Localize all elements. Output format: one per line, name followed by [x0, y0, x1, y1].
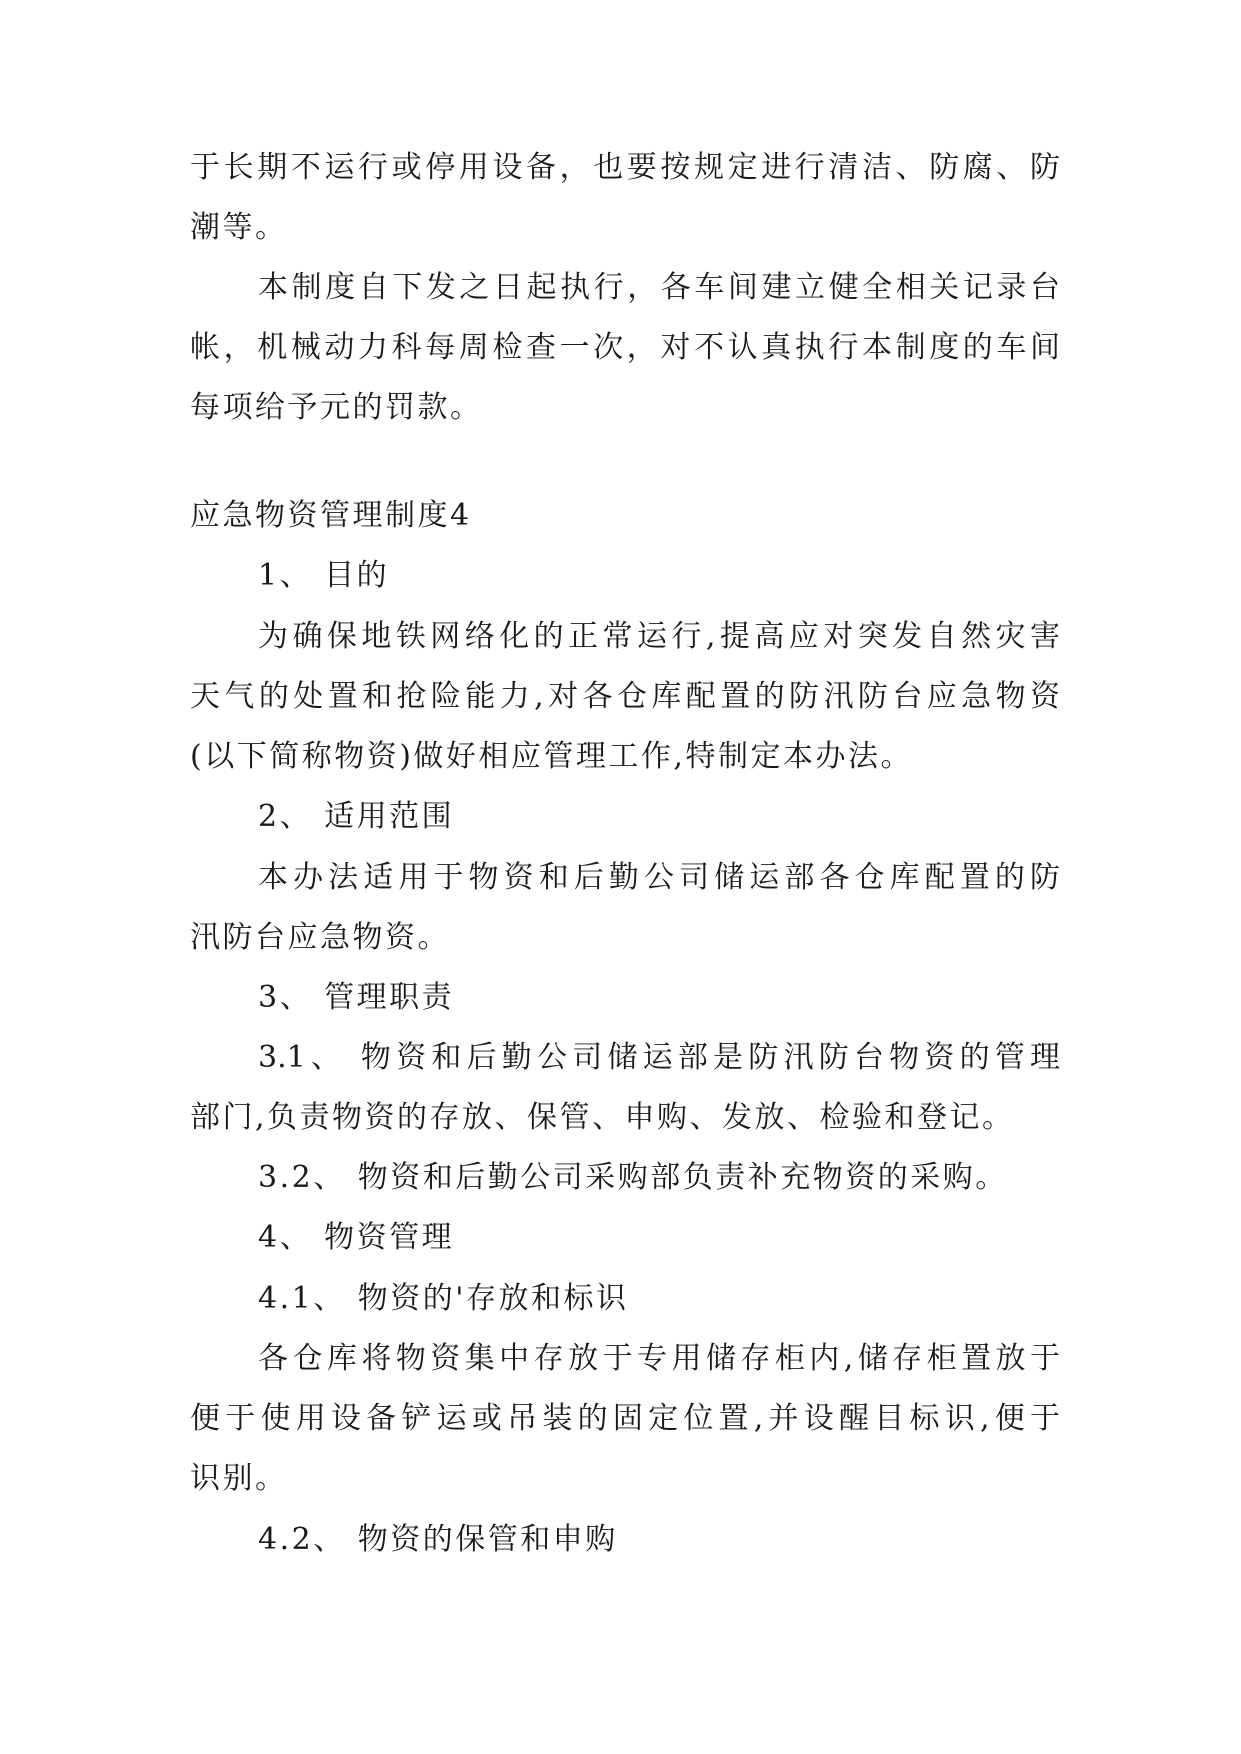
paragraph-line: 3.2、 物资和后勤公司采购部负责补充物资的采购。 [258, 1160, 1008, 1195]
subsection-heading: 1、 目的 [258, 558, 390, 593]
paragraph-line: 本制度自下发之日起执行，各车间建立健全相关记录台 [258, 270, 1060, 305]
paragraph-line: 识别。 [190, 1461, 288, 1496]
subsection-heading: 4、 物资管理 [258, 1220, 455, 1255]
paragraph-line: 本办法适用于物资和后勤公司储运部各仓库配置的防 [258, 860, 1060, 895]
subsection-heading: 4.1、 物资的'存放和标识 [258, 1281, 629, 1316]
paragraph-line: 天气的处置和抢险能力,对各仓库配置的防汛防台应急物资 [190, 679, 1060, 714]
paragraph-line: 于长期不运行或停用设备，也要按规定进行清洁、防腐、防 [190, 150, 1060, 185]
paragraph-line: 每项给予元的罚款。 [190, 390, 483, 425]
paragraph-line: 帐，机械动力科每周检查一次，对不认真执行本制度的车间 [190, 330, 1060, 365]
paragraph-line: 为确保地铁网络化的正常运行,提高应对突发自然灾害 [258, 619, 1060, 654]
subsection-heading: 4.2、 物资的保管和申购 [258, 1522, 618, 1557]
paragraph-line: (以下简称物资)做好相应管理工作,特制定本办法。 [190, 739, 913, 774]
paragraph-line: 潮等。 [190, 210, 288, 245]
section-heading: 应急物资管理制度4 [190, 498, 472, 533]
subsection-heading: 3、 管理职责 [258, 980, 455, 1015]
paragraph-line: 各仓库将物资集中存放于专用储存柜内,储存柜置放于 [258, 1341, 1060, 1376]
paragraph-line: 便于使用设备铲运或吊装的固定位置,并设醒目标识,便于 [190, 1401, 1060, 1436]
paragraph-line: 3.1、 物资和后勤公司储运部是防汛防台物资的管理 [258, 1040, 1060, 1075]
paragraph-line: 汛防台应急物资。 [190, 920, 450, 955]
subsection-heading: 2、 适用范围 [258, 799, 455, 834]
paragraph-line: 部门,负责物资的存放、保管、申购、发放、检验和登记。 [190, 1100, 1015, 1135]
